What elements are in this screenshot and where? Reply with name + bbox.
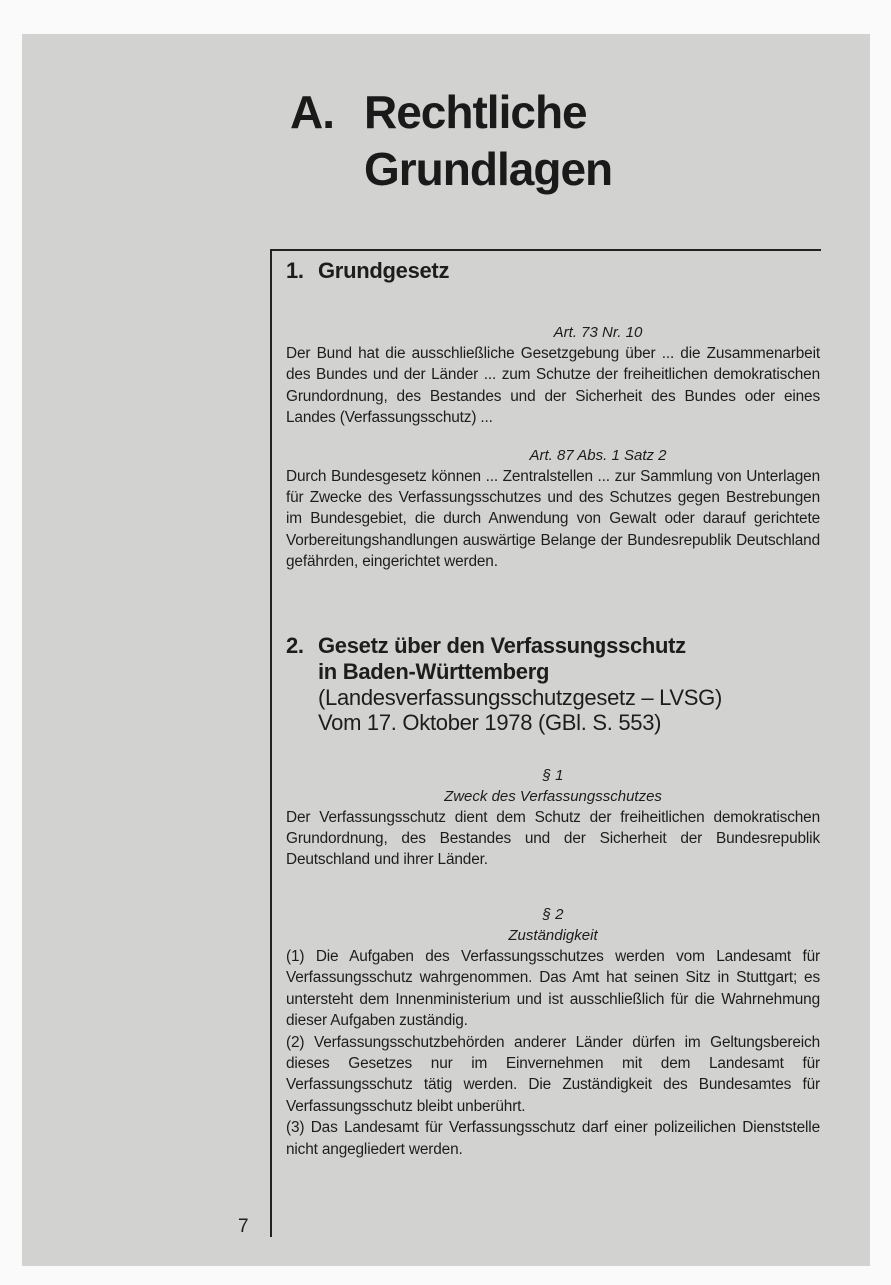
section-2-sub-line1: (Landesverfassungsschutzgesetz – LVSG) [318,684,722,710]
paragraph-1-heading: Zweck des Verfassungsschutzes [444,787,662,805]
paragraph-1-ref: § 1 [542,766,564,784]
chapter-letter: A. [290,86,334,138]
section-2-title-line1: Gesetz über den Verfassungsschutz [318,632,686,658]
content [286,258,820,1160]
article-2-ref: Art. 87 Abs. 1 Satz 2 [529,446,667,464]
section-1-heading [286,258,820,284]
paragraph-2-text-1: (1) Die Aufgaben des Verfassungsschutzes werden vom Landesamt für Verfassungsschutz wahrgenommen. Das Amt hat seinen Sitz in Stuttgart; es untersteht dem Innenministerium und ist ausschließlich für die Wahrnehmung dieser Aufgaben zuständig. [286,947,820,1030]
chapter-title-line2: Grundlagen [364,143,613,195]
section-2-subtitle [318,685,820,735]
chapter-title [290,84,612,198]
page-number: 7 [238,1216,249,1237]
section-1-title: Grundgesetz [318,258,450,283]
paragraph-1-text: Der Verfassungsschutz dient dem Schutz der freiheitlichen demokratischen Grundordnung, des Bestandes und der Sicherheit der Bundesrepublik Deutschland und ihrer Länder. [286,808,820,869]
top-rule [270,249,821,251]
paragraph-2-text-3: (3) Das Landesamt für Verfassungsschutz darf einer polizeilichen Dienststelle nicht angegliedert werden. [286,1119,820,1158]
section-2-sub-line2: Vom 17. Oktober 1978 (GBl. S. 553) [318,709,662,735]
section-2-number: 2. [286,632,304,658]
left-rule [270,249,272,1237]
paragraph-2-text-2: (2) Verfassungsschutzbehörden anderer Länder dürfen im Geltungsbereich dieses Gesetzes nur im Einvernehmen mit dem Landesamt für Verfassungsschutz tätig werden. Die Zuständigkeit des Bundesamtes für Verfassungsschutz bleibt unberührt. [286,1033,820,1115]
paragraph-2-ref: § 2 [542,905,564,923]
article-2-text: Durch Bundesgesetz können ... Zentralstellen ... zur Sammlung von Unterlagen für Zwecke des Verfassungsschutzes und des Schutzes gegen Bestrebungen im Bundesgebiet, die durch Anwendung von Gewalt oder darauf gerichtete Vorbereitungshandlungen auswärtige Belange der Bundesrepublik Deutschland gefährden, eingerichtet werden. [286,467,820,571]
section-2-title-line2: in Baden-Württemberg [318,658,550,684]
section-1-number: 1. [286,258,304,283]
article-1-text: Der Bund hat die ausschließliche Gesetzgebung über ... die Zusammenarbeit des Bundes und der Länder ... zum Schutze der freiheitlichen demokratischen Grundordnung, des Bestandes und der Sicherheit des Bundes oder eines Landes (Verfassungsschutz) ... [286,345,820,427]
section-2-heading [286,633,820,685]
article-1-ref: Art. 73 Nr. 10 [553,324,643,341]
paragraph-2-heading: Zuständigkeit [508,926,598,944]
chapter-title-line1: Rechtliche [364,86,587,138]
